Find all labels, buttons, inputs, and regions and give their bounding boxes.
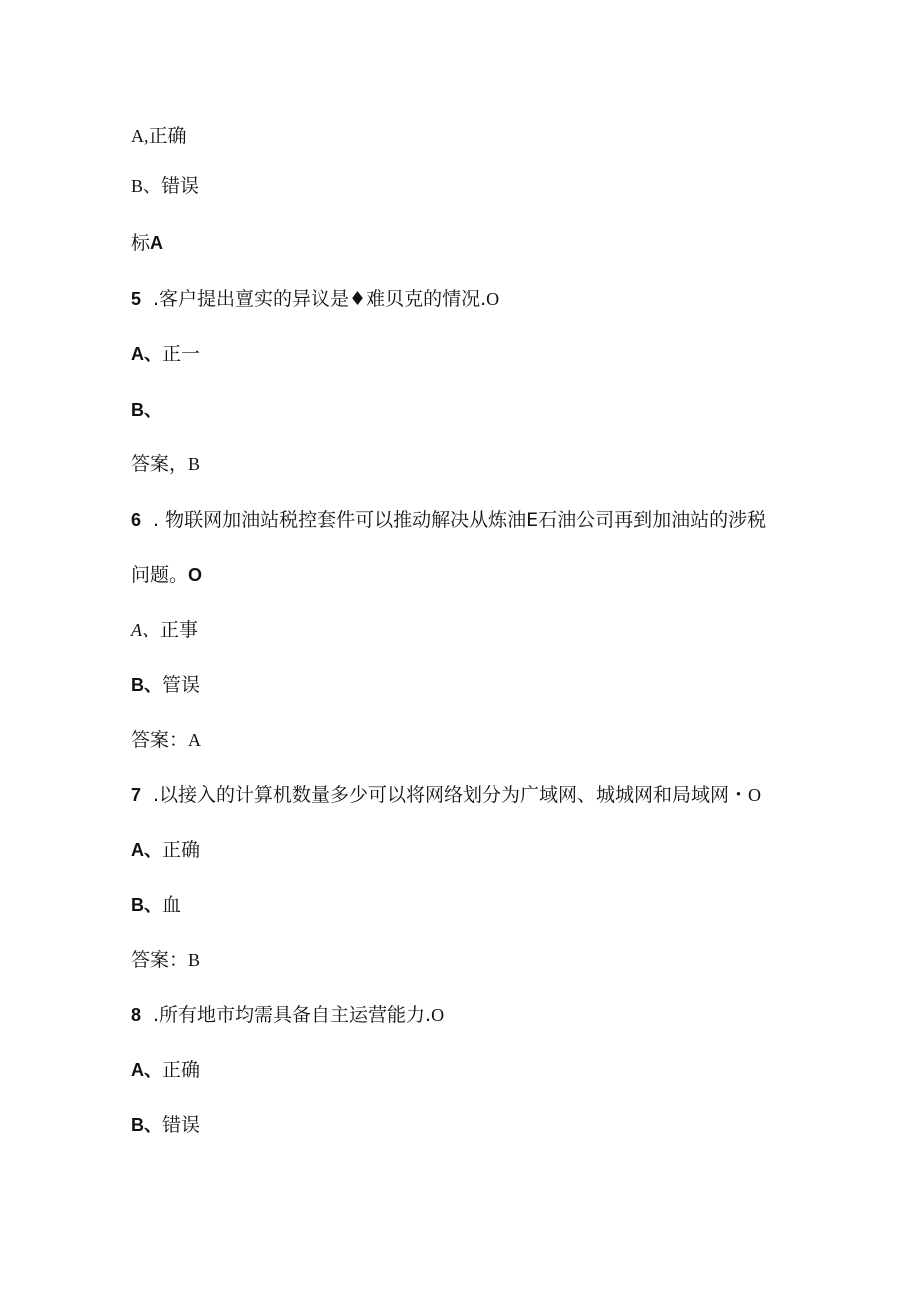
question-5 (131, 287, 499, 311)
option-label: A、 (131, 344, 162, 364)
answer-value: B (188, 454, 201, 474)
answer-value: A (150, 233, 164, 253)
option-a-line (131, 342, 200, 366)
option-b-line (131, 673, 200, 697)
option-label: B、 (131, 675, 162, 695)
question-number: 8 (131, 1005, 142, 1025)
option-text: 错误 (162, 1114, 201, 1136)
option-text: 血 (162, 894, 182, 916)
option-a-line (131, 838, 200, 862)
option-b-line (131, 893, 181, 917)
option-text: 管误 (162, 674, 201, 696)
option-text: 错误 (161, 175, 200, 197)
option-b-line (131, 398, 162, 422)
question-mark: O (431, 1005, 445, 1025)
option-label: B、 (131, 400, 162, 420)
option-text: 正确 (162, 839, 201, 861)
question-8 (131, 1003, 444, 1027)
question-number: 7 (131, 785, 142, 805)
answer-label: 答案： (131, 949, 189, 971)
question-mark: O (188, 565, 203, 585)
answer-label: 标 (131, 232, 151, 254)
option-label: B、 (131, 176, 162, 196)
question-text: .所有地市均需具备自主运营能力. (153, 1004, 432, 1026)
question-text: . 物联网加油站税控套件可以推动解决从炼油E石油公司再到加油站的涉税 (153, 509, 767, 531)
option-label: A、 (131, 620, 160, 640)
question-mark: O (748, 785, 762, 805)
answer-value: A (188, 730, 202, 750)
option-a-line (131, 1058, 200, 1082)
question-6-continued (131, 563, 202, 587)
question-text: .客户提出亶实的异议是♦难贝克的情况. (153, 288, 487, 310)
option-label: A、 (131, 1060, 162, 1080)
option-a-line (131, 618, 198, 642)
option-label: B、 (131, 1115, 162, 1135)
option-label: B、 (131, 895, 162, 915)
option-text: 正确 (148, 125, 187, 147)
option-b-line (131, 174, 199, 198)
question-6 (131, 508, 766, 532)
question-number: 5 (131, 289, 142, 309)
option-label: A, (131, 126, 149, 146)
answer-value: B (188, 950, 201, 970)
question-7 (131, 783, 761, 807)
answer-line (131, 728, 201, 752)
question-mark: O (486, 289, 500, 309)
answer-label: 答案： (131, 729, 189, 751)
option-b-line (131, 1113, 200, 1137)
answer-line (131, 231, 163, 255)
option-text: 正事 (160, 619, 199, 641)
question-number: 6 (131, 510, 142, 530)
answer-line (131, 948, 200, 972)
question-text: .以接入的计算机数量多少可以将网络划分为广域网、城城网和局域网・ (153, 784, 749, 806)
option-text: 正一 (162, 343, 201, 365)
option-text: 正确 (162, 1059, 201, 1081)
option-a-line (131, 124, 187, 148)
question-text: 问题。 (131, 564, 189, 586)
answer-label: 答案， (131, 453, 189, 475)
option-label: A、 (131, 840, 162, 860)
answer-line (131, 452, 200, 476)
